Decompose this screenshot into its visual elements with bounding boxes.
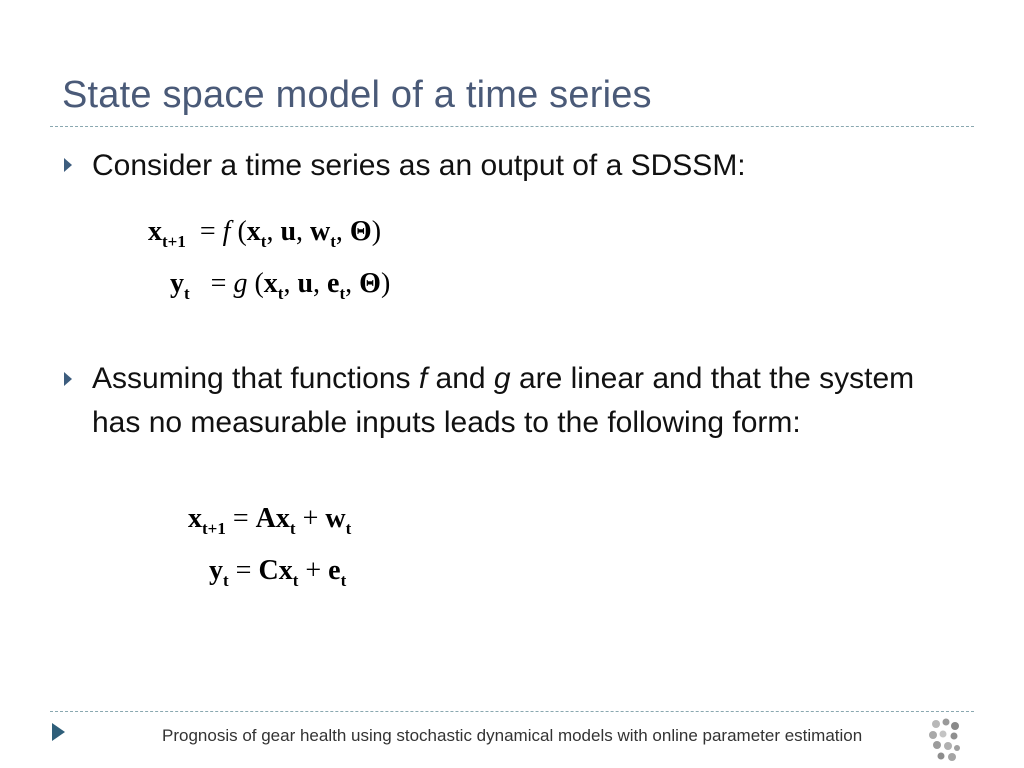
footer-triangle-icon (52, 723, 65, 741)
slide-title: State space model of a time series (62, 74, 652, 116)
bullet-triangle-icon (64, 158, 72, 172)
equation-output-linear: $y_t = Cx_t + e_t$ (209, 555, 347, 590)
title-divider (50, 126, 974, 127)
bullet-2: Assuming that functions f and g are linear and that the system has no measurable inputs leads to the following form: (92, 362, 915, 439)
bullet-triangle-icon (64, 372, 72, 386)
footer-text: Prognosis of gear health using stochastic dynamical models with online parameter estimation (162, 726, 863, 745)
bullet-1: Consider a time series as an output of a SDSSM: (92, 149, 746, 182)
footer-divider (50, 711, 974, 712)
dot-cluster-logo (928, 718, 962, 762)
equation-output-nonlinear: $y_t = g$ ($x_t$, u, $e_t$, Θ) (170, 268, 391, 303)
equation-state-nonlinear: $x_{t+1} = f$ ($x_t$, u, $w_t$, Θ) (148, 216, 382, 251)
equation-state-linear: $x_{t+1} = Ax_t + w_t$ (188, 503, 352, 538)
